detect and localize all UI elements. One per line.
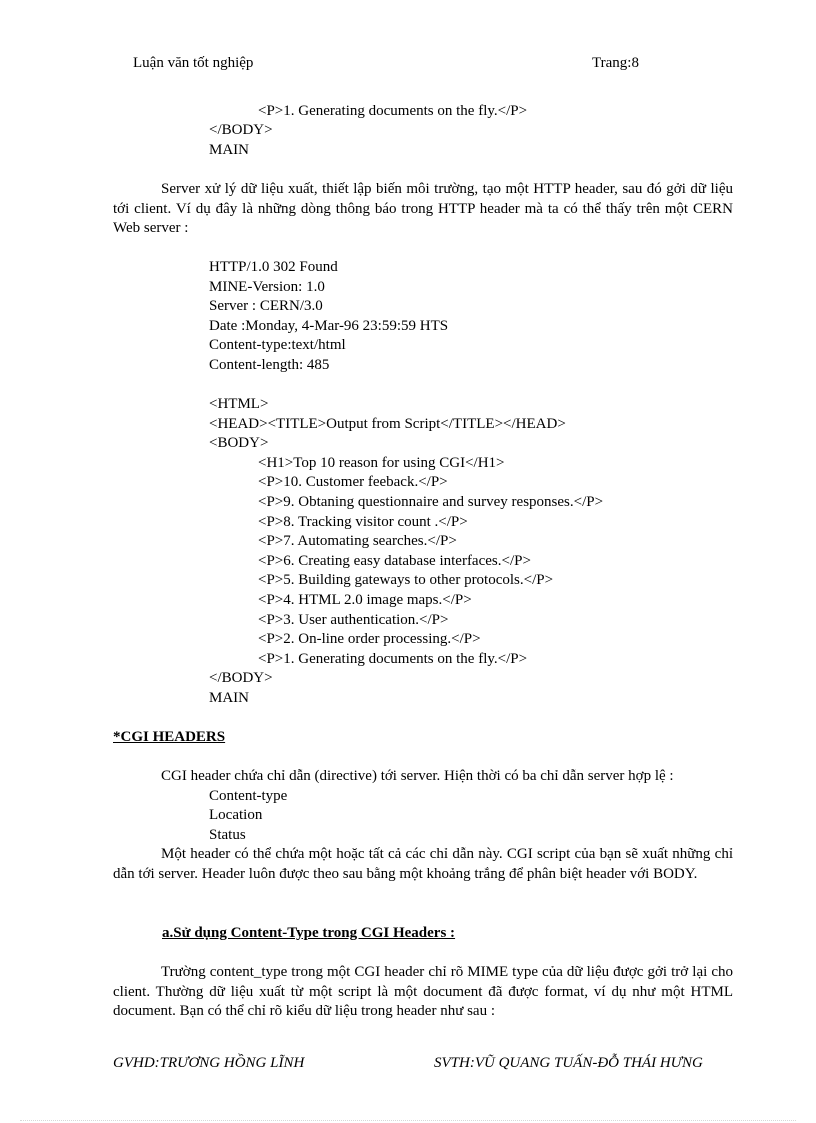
http-header-line: Content-type:text/html xyxy=(209,337,346,353)
code-line: </BODY> xyxy=(209,670,273,686)
paragraph-header-directives: Một header có thể chứa một hoặc tất cả các chỉ dẫn này. CGI script của bạn sẽ xuất những chỉ dẫn tới server. Header luôn được theo sau bằng một khoảng trắng để phân biệt header với BODY. xyxy=(113,846,733,882)
http-header-line: Content-length: 485 xyxy=(209,357,330,373)
code-line: <P>1. Generating documents on the fly.</P> xyxy=(258,103,528,119)
code-line: <P>1. Generating documents on the fly.</P> xyxy=(258,651,528,667)
footer-students: SVTH:VŨ QUANG TUẤN-ĐỖ THÁI HƯNG xyxy=(434,1055,703,1071)
code-line: MAIN xyxy=(209,690,249,706)
code-line: <P>3. User authentication.</P> xyxy=(258,612,449,628)
http-header-line: HTTP/1.0 302 Found xyxy=(209,259,338,275)
page-number: Trang:8 xyxy=(592,55,639,71)
code-line: </BODY> xyxy=(209,122,273,138)
page-header-left: Luận văn tốt nghiệp xyxy=(133,55,254,71)
section-heading-cgi-headers: *CGI HEADERS xyxy=(113,729,226,745)
paragraph-server-response: Server xử lý dữ liệu xuất, thiết lập biến môi trường, tạo một HTTP header, sau đó gởi dữ liệu tới client. Ví dụ đây là những dòng thông báo trong HTTP header mà ta có thể thấy trên một CERN Web server : xyxy=(113,181,733,237)
code-line: <P>4. HTML 2.0 image maps.</P> xyxy=(258,592,472,608)
code-line: <H1>Top 10 reason for using CGI</H1> xyxy=(258,455,505,471)
code-line: <HTML> xyxy=(209,396,269,412)
code-line: MAIN xyxy=(209,142,249,158)
code-line: <HEAD><TITLE>Output from Script</TITLE></HEAD> xyxy=(209,416,566,432)
paragraph-directives-intro: CGI header chứa chỉ dẫn (directive) tới server. Hiện thời có ba chỉ dẫn server hợp lệ : xyxy=(161,768,674,784)
code-line: <P>8. Tracking visitor count .</P> xyxy=(258,514,468,530)
http-header-line: Server : CERN/3.0 xyxy=(209,298,323,314)
paragraph-content-type: Trường content_type trong một CGI header chỉ rõ MIME type của dữ liệu được gởi trở lại cho client. Thường dữ liệu xuất từ một script là một document đã được format, ví dụ như một HTML document. Bạn có thể chỉ rõ kiểu dữ liệu trong header như sau : xyxy=(113,964,733,1020)
code-line: <P>2. On-line order processing.</P> xyxy=(258,631,481,647)
code-line: <P>7. Automating searches.</P> xyxy=(258,533,457,549)
code-line: <P>5. Building gateways to other protocols.</P> xyxy=(258,572,554,588)
code-line: <P>9. Obtaning questionnaire and survey responses.</P> xyxy=(258,494,604,510)
directive-item: Location xyxy=(209,807,263,823)
http-header-line: Date :Monday, 4-Mar-96 23:59:59 HTS xyxy=(209,318,449,334)
page-bottom-divider xyxy=(20,1120,796,1121)
code-line: <P>10. Customer feeback.</P> xyxy=(258,474,448,490)
code-line: <BODY> xyxy=(209,435,269,451)
http-header-line: MINE-Version: 1.0 xyxy=(209,279,325,295)
subheading-content-type: a.Sử dụng Content-Type trong CGI Headers : xyxy=(162,925,456,941)
code-line: <P>6. Creating easy database interfaces.</P> xyxy=(258,553,531,569)
directive-item: Status xyxy=(209,827,246,843)
footer-supervisor: GVHD:TRƯƠNG HỒNG LĨNH xyxy=(113,1055,305,1071)
directive-item: Content-type xyxy=(209,788,288,804)
